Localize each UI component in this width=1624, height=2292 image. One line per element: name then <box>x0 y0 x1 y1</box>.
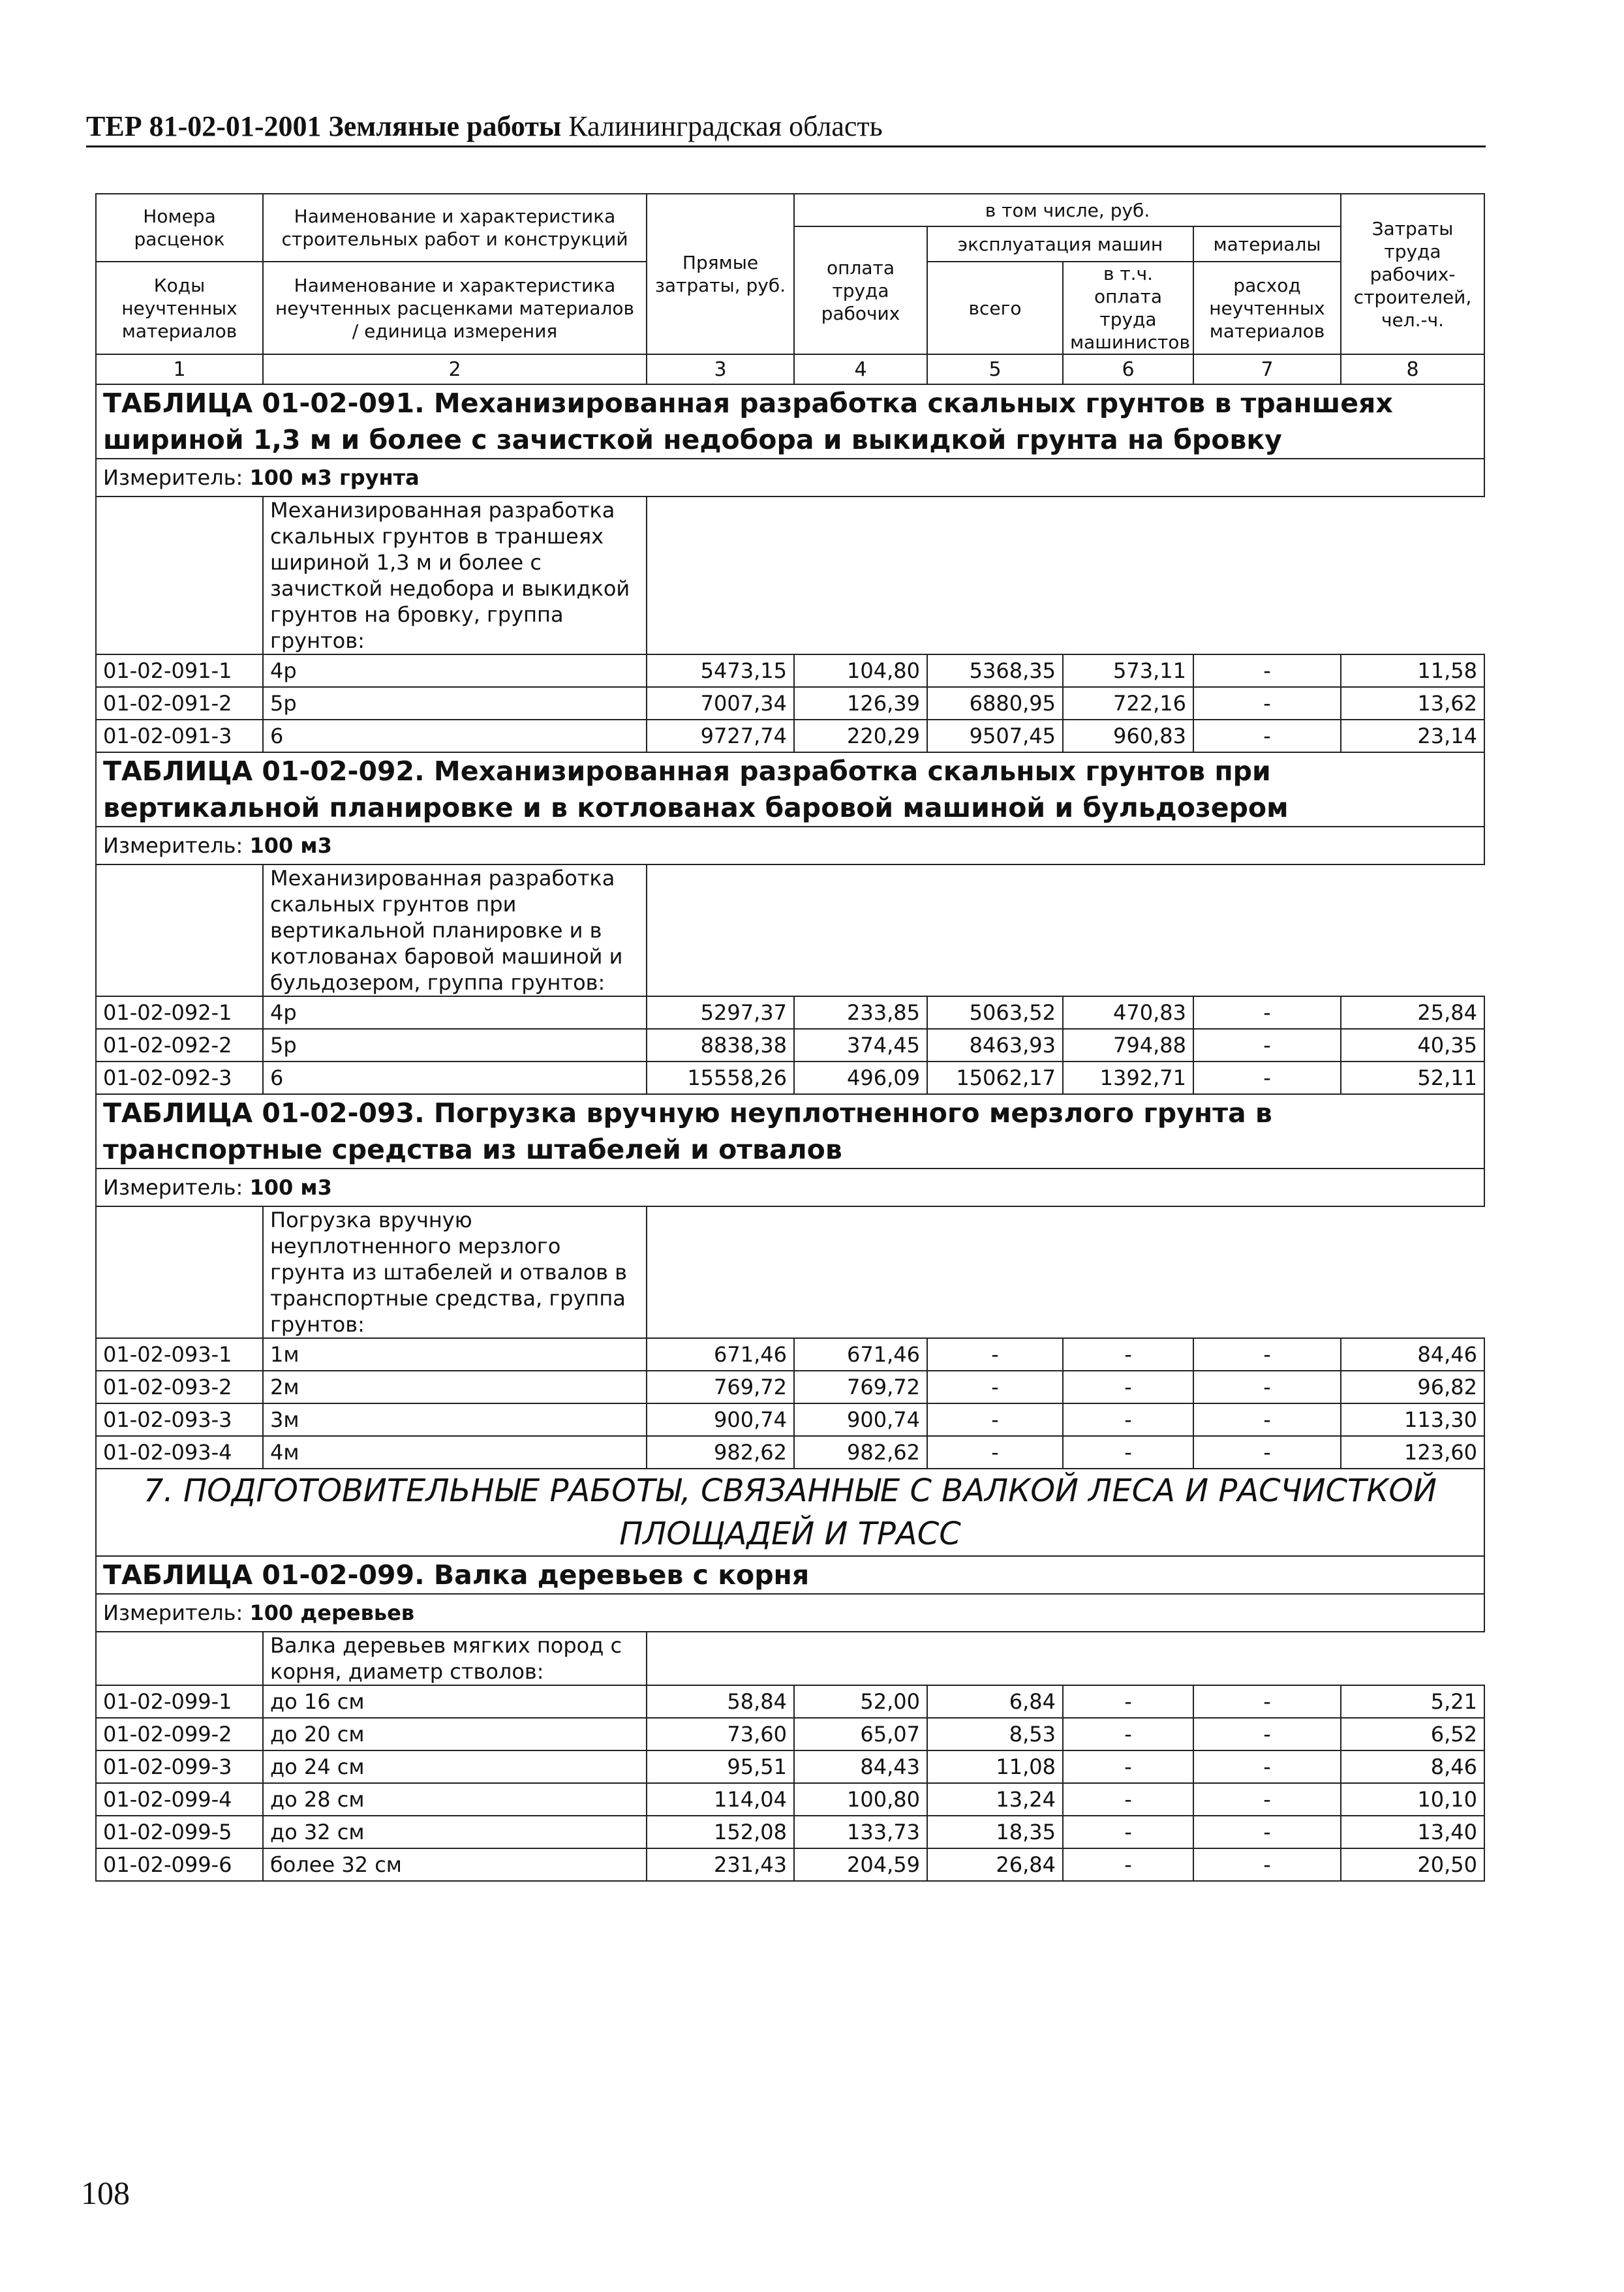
machinist-pay: - <box>1063 1338 1193 1371</box>
labor-hours: 25,84 <box>1341 996 1484 1029</box>
machinist-pay: - <box>1063 1816 1193 1848</box>
work-name: 1м <box>263 1338 647 1371</box>
labor-pay: 233,85 <box>794 996 927 1029</box>
header-labor-hours: Затраты труда рабочих-строителей, чел.-ч. <box>1341 194 1484 354</box>
section-title: ТАБЛИЦА 01-02-093. Погрузка вручную неуплотненного мерзлого грунта в транспортные средства из штабелей и отвалов <box>96 1094 1484 1169</box>
material-use: - <box>1193 1685 1341 1718</box>
work-name: 5р <box>263 687 647 720</box>
work-name: до 32 см <box>263 1816 647 1848</box>
measure-value: 100 м3 <box>249 833 332 858</box>
direct-costs: 152,08 <box>647 1816 794 1848</box>
material-use: - <box>1193 1436 1341 1469</box>
rate-code: 01-02-091-3 <box>96 720 263 752</box>
measure-row <box>96 1594 1484 1632</box>
work-name: до 24 см <box>263 1750 647 1783</box>
material-use: - <box>1193 1718 1341 1750</box>
column-number: 3 <box>647 354 794 384</box>
labor-hours: 84,46 <box>1341 1338 1484 1371</box>
header-labor-pay: оплата труда рабочих <box>794 226 927 354</box>
direct-costs: 73,60 <box>647 1718 794 1750</box>
labor-pay: 900,74 <box>794 1403 927 1436</box>
material-use: - <box>1193 1062 1341 1094</box>
material-use: - <box>1193 1816 1341 1848</box>
header-material-names: Наименование и характеристика неучтенных расценками материалов / единица измерения <box>263 262 647 354</box>
rate-code: 01-02-092-2 <box>96 1029 263 1062</box>
table-row <box>96 1338 1484 1371</box>
material-use: - <box>1193 1848 1341 1881</box>
description-filler <box>647 1632 1484 1685</box>
section-title: ТАБЛИЦА 01-02-091. Механизированная разработка скальных грунтов в траншеях шириной 1,3 м и более с зачисткой недобора и выкидкой грунта на бровку <box>96 384 1484 459</box>
rate-code: 01-02-092-3 <box>96 1062 263 1094</box>
direct-costs: 95,51 <box>647 1750 794 1783</box>
machines-total: 8,53 <box>927 1718 1063 1750</box>
direct-costs: 5297,37 <box>647 996 794 1029</box>
material-use: - <box>1193 654 1341 687</box>
work-name: 6 <box>263 720 647 752</box>
description-code-cell <box>96 1206 263 1338</box>
work-description: Валка деревьев мягких пород с корня, диаметр стволов: <box>263 1632 647 1685</box>
direct-costs: 769,72 <box>647 1371 794 1403</box>
material-use: - <box>1193 720 1341 752</box>
rate-code: 01-02-091-1 <box>96 654 263 687</box>
labor-pay: 374,45 <box>794 1029 927 1062</box>
work-description: Механизированная разработка скальных грунтов при вертикальной планировке и в котлованах баровой машиной и бульдозером, группа грунтов: <box>263 864 647 996</box>
machinist-pay: 573,11 <box>1063 654 1193 687</box>
labor-pay: 65,07 <box>794 1718 927 1750</box>
labor-pay: 220,29 <box>794 720 927 752</box>
table-row <box>96 654 1484 687</box>
header-machinist-pay: в т.ч. оплата труда машинистов <box>1063 262 1193 354</box>
machinist-pay: - <box>1063 1750 1193 1783</box>
machines-total: 11,08 <box>927 1750 1063 1783</box>
labor-hours: 52,11 <box>1341 1062 1484 1094</box>
direct-costs: 8838,38 <box>647 1029 794 1062</box>
labor-hours: 113,30 <box>1341 1403 1484 1436</box>
machines-total: - <box>927 1371 1063 1403</box>
table-row <box>96 1783 1484 1816</box>
table-row <box>96 1718 1484 1750</box>
machinist-pay: 470,83 <box>1063 996 1193 1029</box>
machinist-pay: - <box>1063 1783 1193 1816</box>
labor-hours: 13,40 <box>1341 1816 1484 1848</box>
description-row <box>96 1206 1484 1338</box>
measure-row <box>96 827 1484 864</box>
machines-total: 5368,35 <box>927 654 1063 687</box>
column-numbers <box>96 354 1484 384</box>
labor-pay: 204,59 <box>794 1848 927 1881</box>
description-row <box>96 497 1484 654</box>
labor-hours: 96,82 <box>1341 1371 1484 1403</box>
table-row <box>96 1403 1484 1436</box>
machinist-pay: - <box>1063 1403 1193 1436</box>
table-row <box>96 1062 1484 1094</box>
labor-hours: 8,46 <box>1341 1750 1484 1783</box>
rate-code: 01-02-099-3 <box>96 1750 263 1783</box>
labor-hours: 6,52 <box>1341 1718 1484 1750</box>
table-row <box>96 1685 1484 1718</box>
material-use: - <box>1193 1371 1341 1403</box>
header-materials: материалы <box>1193 226 1341 262</box>
rate-code: 01-02-093-2 <box>96 1371 263 1403</box>
work-name: до 20 см <box>263 1718 647 1750</box>
material-use: - <box>1193 996 1341 1029</box>
machinist-pay: - <box>1063 1685 1193 1718</box>
direct-costs: 7007,34 <box>647 687 794 720</box>
table-section-title-row <box>96 1556 1484 1594</box>
price-table <box>95 193 1485 1882</box>
labor-hours: 20,50 <box>1341 1848 1484 1881</box>
machinist-pay: 722,16 <box>1063 687 1193 720</box>
labor-pay: 982,62 <box>794 1436 927 1469</box>
measure-value: 100 деревьев <box>249 1600 415 1625</box>
header-machines: эксплуатация машин <box>927 226 1193 262</box>
table-row <box>96 1816 1484 1848</box>
table-row <box>96 1750 1484 1783</box>
machines-total: 6880,95 <box>927 687 1063 720</box>
machines-total: 13,24 <box>927 1783 1063 1816</box>
machinist-pay: 794,88 <box>1063 1029 1193 1062</box>
machinist-pay: - <box>1063 1371 1193 1403</box>
material-use: - <box>1193 1403 1341 1436</box>
work-name: 4м <box>263 1436 647 1469</box>
direct-costs: 231,43 <box>647 1848 794 1881</box>
column-number: 1 <box>96 354 263 384</box>
section-title: ТАБЛИЦА 01-02-092. Механизированная разработка скальных грунтов при вертикальной планировке и в котлованах баровой машиной и бульдозером <box>96 752 1484 827</box>
table-row <box>96 1371 1484 1403</box>
table-row <box>96 1436 1484 1469</box>
measure <box>96 1169 1484 1206</box>
description-row <box>96 1632 1484 1685</box>
machines-total: - <box>927 1436 1063 1469</box>
labor-pay: 671,46 <box>794 1338 927 1371</box>
machines-total: - <box>927 1403 1063 1436</box>
direct-costs: 15558,26 <box>647 1062 794 1094</box>
table-header <box>96 194 1484 354</box>
header-direct-costs: Прямые затраты, руб. <box>647 194 794 354</box>
machines-total: 15062,17 <box>927 1062 1063 1094</box>
direct-costs: 5473,15 <box>647 654 794 687</box>
description-filler <box>647 864 1484 996</box>
page-header <box>86 110 1486 147</box>
page-number: 108 <box>81 2175 130 2211</box>
machines-total: 6,84 <box>927 1685 1063 1718</box>
machines-total: 26,84 <box>927 1848 1063 1881</box>
labor-hours: 40,35 <box>1341 1029 1484 1062</box>
labor-hours: 10,10 <box>1341 1783 1484 1816</box>
direct-costs: 982,62 <box>647 1436 794 1469</box>
column-number: 4 <box>794 354 927 384</box>
work-name: до 28 см <box>263 1783 647 1816</box>
direct-costs: 58,84 <box>647 1685 794 1718</box>
chapter-row <box>96 1469 1484 1556</box>
measure-label: Измеритель: <box>103 465 243 490</box>
machines-total: 18,35 <box>927 1816 1063 1848</box>
description-filler <box>647 497 1484 654</box>
header-name: Наименование и характеристика строительных работ и конструкций <box>263 194 647 262</box>
description-code-cell <box>96 1632 263 1685</box>
labor-pay: 84,43 <box>794 1750 927 1783</box>
table-row <box>96 687 1484 720</box>
measure-label: Измеритель: <box>103 1175 243 1200</box>
machinist-pay: - <box>1063 1848 1193 1881</box>
column-number: 8 <box>1341 354 1484 384</box>
work-name: 6 <box>263 1062 647 1094</box>
table-section-title-row <box>96 752 1484 827</box>
rate-code: 01-02-093-4 <box>96 1436 263 1469</box>
column-number: 5 <box>927 354 1063 384</box>
document-code: ТЕР 81-02-01-2001 <box>86 110 322 142</box>
labor-pay: 100,80 <box>794 1783 927 1816</box>
machinist-pay: - <box>1063 1436 1193 1469</box>
measure <box>96 459 1484 497</box>
table-row <box>96 1029 1484 1062</box>
table-section-title-row <box>96 1094 1484 1169</box>
rate-code: 01-02-099-4 <box>96 1783 263 1816</box>
work-name: 4р <box>263 996 647 1029</box>
rate-code: 01-02-091-2 <box>96 687 263 720</box>
machinist-pay: 1392,71 <box>1063 1062 1193 1094</box>
rate-code: 01-02-099-6 <box>96 1848 263 1881</box>
measure-value: 100 м3 грунта <box>249 465 420 490</box>
work-name: до 16 см <box>263 1685 647 1718</box>
direct-costs: 9727,74 <box>647 720 794 752</box>
labor-hours: 13,62 <box>1341 687 1484 720</box>
header-including: в том числе, руб. <box>794 194 1341 226</box>
table-row <box>96 720 1484 752</box>
document-section: Земляные работы <box>328 110 562 142</box>
description-code-cell <box>96 864 263 996</box>
labor-hours: 123,60 <box>1341 1436 1484 1469</box>
work-name: 3м <box>263 1403 647 1436</box>
measure-value: 100 м3 <box>249 1175 332 1200</box>
document-region: Калининградская область <box>568 110 883 142</box>
machines-total: 8463,93 <box>927 1029 1063 1062</box>
machines-total: - <box>927 1338 1063 1371</box>
work-description: Механизированная разработка скальных грунтов в траншеях шириной 1,3 м и более с зачисткой недобора и выкидкой грунтов на бровку, группа грунтов: <box>263 497 647 654</box>
table-section-title-row <box>96 384 1484 459</box>
measure-label: Измеритель: <box>103 1600 243 1625</box>
description-row <box>96 864 1484 996</box>
direct-costs: 671,46 <box>647 1338 794 1371</box>
measure <box>96 1594 1484 1632</box>
material-use: - <box>1193 687 1341 720</box>
labor-pay: 126,39 <box>794 687 927 720</box>
measure-row <box>96 459 1484 497</box>
header-code: Номера расценок <box>96 194 263 262</box>
rate-code: 01-02-093-1 <box>96 1338 263 1371</box>
material-use: - <box>1193 1750 1341 1783</box>
labor-hours: 5,21 <box>1341 1685 1484 1718</box>
section-title: ТАБЛИЦА 01-02-099. Валка деревьев с корня <box>96 1556 1484 1594</box>
material-use: - <box>1193 1783 1341 1816</box>
table-row <box>96 1848 1484 1881</box>
material-use: - <box>1193 1338 1341 1371</box>
labor-pay: 496,09 <box>794 1062 927 1094</box>
sections-body <box>96 384 1484 1881</box>
labor-pay: 769,72 <box>794 1371 927 1403</box>
machinist-pay: - <box>1063 1718 1193 1750</box>
header-machines-total: всего <box>927 262 1063 354</box>
column-number: 2 <box>263 354 647 384</box>
direct-costs: 114,04 <box>647 1783 794 1816</box>
work-name: более 32 см <box>263 1848 647 1881</box>
work-name: 2м <box>263 1371 647 1403</box>
work-name: 4р <box>263 654 647 687</box>
chapter-title: 7. ПОДГОТОВИТЕЛЬНЫЕ РАБОТЫ, СВЯЗАННЫЕ С ВАЛКОЙ ЛЕСА И РАСЧИСТКОЙ ПЛОЩАДЕЙ И ТРАСС <box>96 1469 1484 1556</box>
header-material-use: расход неучтенных материалов <box>1193 262 1341 354</box>
description-filler <box>647 1206 1484 1338</box>
labor-pay: 52,00 <box>794 1685 927 1718</box>
column-number: 7 <box>1193 354 1341 384</box>
measure-label: Измеритель: <box>103 833 243 858</box>
labor-pay: 133,73 <box>794 1816 927 1848</box>
labor-pay: 104,80 <box>794 654 927 687</box>
rate-code: 01-02-099-1 <box>96 1685 263 1718</box>
machinist-pay: 960,83 <box>1063 720 1193 752</box>
work-name: 5р <box>263 1029 647 1062</box>
material-use: - <box>1193 1029 1341 1062</box>
direct-costs: 900,74 <box>647 1403 794 1436</box>
measure-row <box>96 1169 1484 1206</box>
labor-hours: 23,14 <box>1341 720 1484 752</box>
column-number: 6 <box>1063 354 1193 384</box>
machines-total: 9507,45 <box>927 720 1063 752</box>
labor-hours: 11,58 <box>1341 654 1484 687</box>
machines-total: 5063,52 <box>927 996 1063 1029</box>
measure <box>96 827 1484 864</box>
description-code-cell <box>96 497 263 654</box>
work-description: Погрузка вручную неуплотненного мерзлого грунта из штабелей и отвалов в транспортные средства, группа грунтов: <box>263 1206 647 1338</box>
rate-code: 01-02-099-5 <box>96 1816 263 1848</box>
rate-code: 01-02-093-3 <box>96 1403 263 1436</box>
table-row <box>96 996 1484 1029</box>
rate-code: 01-02-099-2 <box>96 1718 263 1750</box>
header-material-codes: Коды неучтенных материалов <box>96 262 263 354</box>
rate-code: 01-02-092-1 <box>96 996 263 1029</box>
